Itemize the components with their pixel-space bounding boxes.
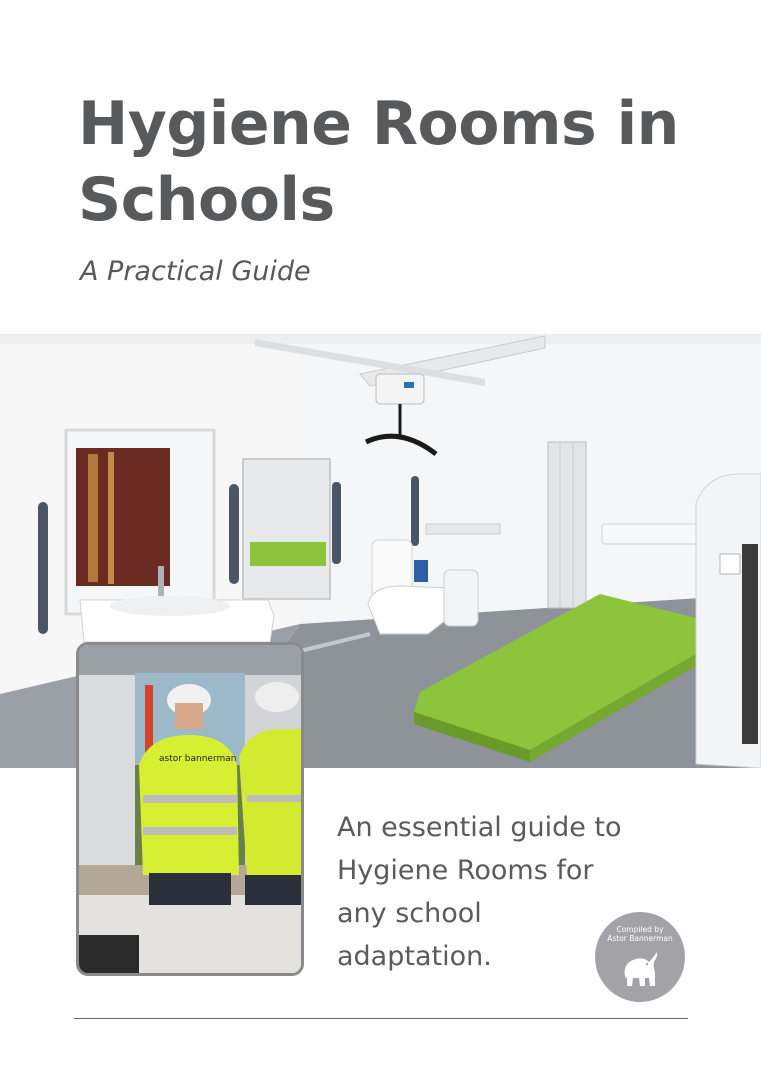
compiled-by-badge [595, 912, 685, 1002]
elephant-icon [617, 946, 663, 992]
badge-line-2: Astor Bannerman [607, 934, 673, 943]
workers-inset-photo [76, 642, 304, 976]
bottom-divider [74, 1018, 688, 1019]
badge-line-1: Compiled by [616, 925, 664, 934]
description-text: An essential guide to Hygiene Rooms for any school adaptation. [337, 812, 622, 972]
page-title: Hygiene Rooms in Schools [78, 89, 679, 235]
page-subtitle: A Practical Guide [80, 256, 311, 287]
vest-logo-text: astor bannerman [159, 754, 237, 764]
